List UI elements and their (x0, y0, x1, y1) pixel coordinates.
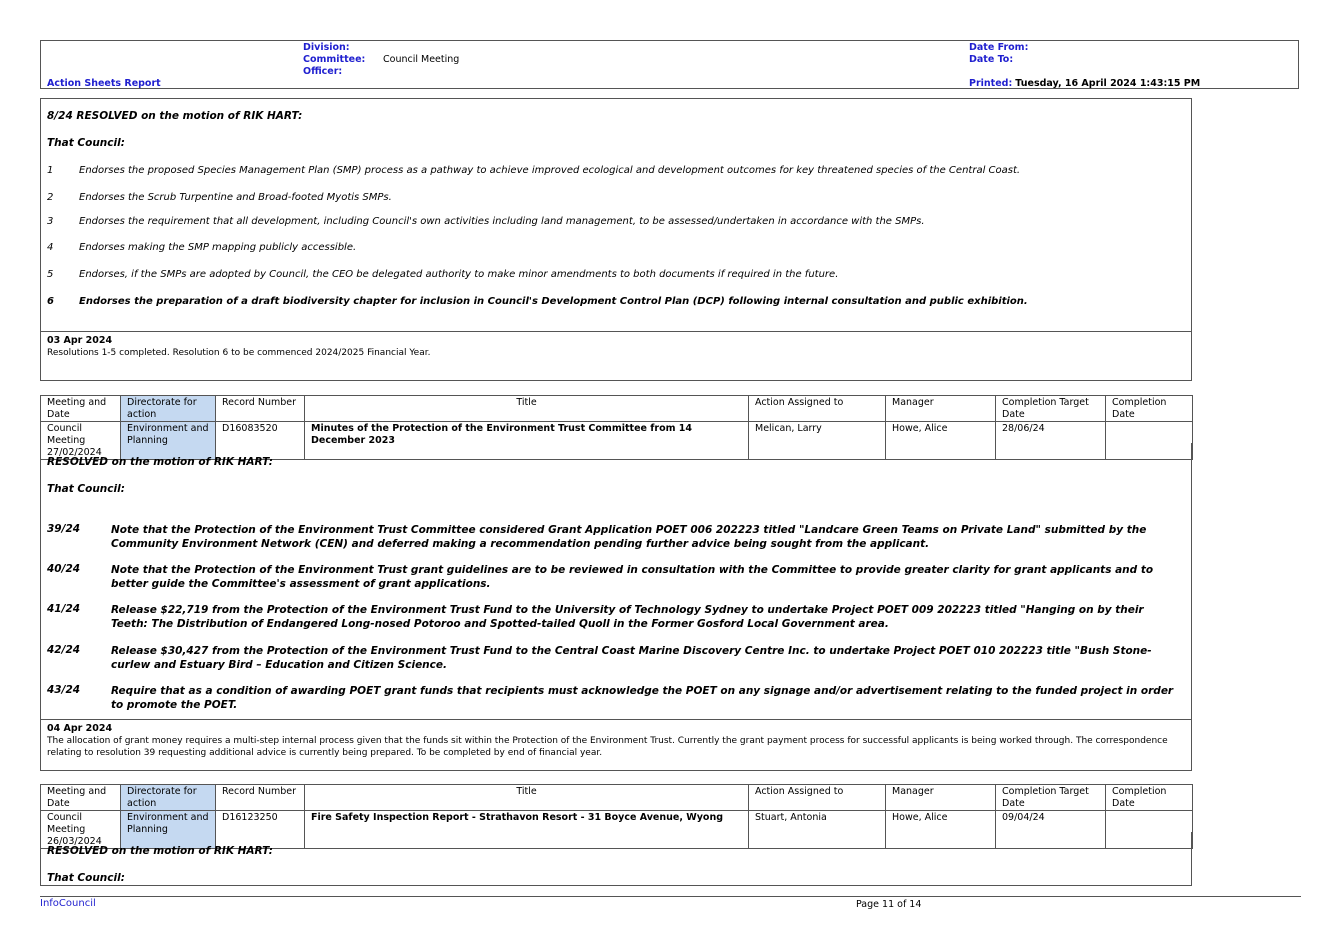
cell-title: Fire Safety Inspection Report - Strathavon Resort - 31 Boyce Avenue, Wyong (305, 811, 749, 849)
resolution-item: 42/24 Release $30,427 from the Protection of the Environment Trust Fund to the Central Coast Marine Discovery Centre Inc. to undertake Project POET 010 202223 title "Bush Stone-curlew and Estuary Bird – Education and Citizen Science. (47, 644, 1152, 671)
printed-label: Printed: (969, 78, 1013, 89)
header-target: Completion Target Date (996, 785, 1106, 811)
division-label: Division: (303, 42, 350, 53)
footer-divider (40, 896, 1301, 897)
printed-line (969, 78, 1200, 90)
that-council-heading: That Council: (47, 137, 125, 149)
cell-target: 09/04/24 (996, 811, 1106, 849)
resolution-item: 41/24 Release $22,719 from the Protection of the Environment Trust Fund to the University of Technology Sydney to undertake Project POET 009 202223 titled "Hanging on by their Teeth: The Distribution of Endangered Long-nosed Potoroo and Spotted-tailed Quoll in the Former Gosford Local Government area. (47, 603, 1144, 630)
table-header-row (41, 396, 1193, 422)
resolution-item: 40/24 Note that the Protection of the Environment Trust grant guidelines are to be reviewed in consultation with the Committee to provide greater clarity for grant applicants and to better guide the Committee's assessment of grant applications. (47, 563, 1154, 590)
officer-label: Officer: (303, 66, 343, 77)
infocouncil-link[interactable]: InfoCouncil (40, 898, 96, 909)
note-text: Resolutions 1-5 completed. Resolution 6 to be commenced 2024/2025 Financial Year. (47, 348, 431, 358)
cell-meeting: Council Meeting 26/03/2024 (41, 811, 121, 849)
divider (41, 719, 1191, 720)
that-council-heading: That Council: (47, 872, 125, 884)
cell-record: D16083520 (216, 422, 305, 460)
cell-manager: Howe, Alice (886, 811, 996, 849)
resolution-item: 39/24 Note that the Protection of the Environment Trust Committee considered Grant Application POET 006 202223 titled "Landcare Green Teams on Private Land" submitted by the Community Environment Network (CEN) and deferred making a recommendation pending further advice being sought from the applicant. (47, 523, 1147, 550)
printed-value: Tuesday, 16 April 2024 1:43:15 PM (1015, 78, 1201, 89)
header-completion: Completion Date (1106, 396, 1193, 422)
committee-label: Committee: (303, 54, 366, 65)
report-title: Action Sheets Report (47, 78, 161, 89)
that-council-heading: That Council: (47, 483, 125, 495)
resolved-heading: RESOLVED on the motion of RIK HART: (47, 845, 273, 857)
note-date: 03 Apr 2024 (47, 335, 113, 346)
report-header (40, 40, 1299, 89)
header-meeting: Meeting and Date (41, 785, 121, 811)
cell-directorate: Environment and Planning (121, 811, 216, 849)
cell-meeting: Council Meeting 27/02/2024 (41, 422, 121, 460)
header-title: Title (305, 396, 749, 422)
header-assigned: Action Assigned to (749, 396, 886, 422)
header-completion: Completion Date (1106, 785, 1193, 811)
resolution-heading: 8/24 RESOLVED on the motion of RIK HART: (47, 110, 303, 122)
table-header-row (41, 785, 1193, 811)
page-number: Page 11 of 14 (856, 899, 922, 910)
resolution-item: 43/24 Require that as a condition of awarding POET grant funds that recipients must acknowledge the POET on any signage and/or advertisement relating to the funded project in order to promote the POET. (47, 684, 1174, 711)
date-to-label: Date To: (969, 54, 1014, 65)
cell-assigned: Stuart, Antonia (749, 811, 886, 849)
header-title: Title (305, 785, 749, 811)
cell-title: Minutes of the Protection of the Environment Trust Committee from 14 December 2023 (305, 422, 749, 460)
header-directorate: Directorate for action (121, 396, 216, 422)
action-1-details (40, 443, 1192, 771)
header-meeting: Meeting and Date (41, 396, 121, 422)
header-record: Record Number (216, 396, 305, 422)
header-target: Completion Target Date (996, 396, 1106, 422)
resolution-8-24-box: 8/24 RESOLVED on the motion of RIK HART: That Council: 1 Endorses the proposed Species Management Plan (SMP) process as a pathway to achieve improved ecological and development outcomes for key threatened species of the Central Coast. 2 Endorses the Scrub Turpentine and Broad-footed Myotis SMPs. 3 Endorses the requirement that all development, including Council's own activities including land management, to be assessed/undertaken in accordance with the SMPs. 4 Endorses making the SMP mapping publicly accessible. 5 Endorses, if the SMPs are adopted by Council, the CEO be delegated authority to make minor amendments to both documents if required in the future. 6 Endorses the preparation of a draft biodiversity chapter for inclusion in Council's Development Control Plan (DCP) following internal consultation and public exhibition. 03 Apr 2024 Resolutions 1-5 completed. Resolution 6 to be commenced 2024/2025 Financial Year. (40, 98, 1192, 381)
resolved-heading: RESOLVED on the motion of RIK HART: (47, 456, 273, 468)
note-date: 04 Apr 2024 (47, 723, 113, 734)
cell-manager: Howe, Alice (886, 422, 996, 460)
divider (41, 331, 1191, 332)
cell-directorate: Environment and Planning (121, 422, 216, 460)
date-from-label: Date From: (969, 42, 1029, 53)
cell-record: D16123250 (216, 811, 305, 849)
note-text: The allocation of grant money requires a multi-step internal process given that the funds sit within the Protection of the Environment Trust. Currently the grant payment process for successful applicants is being worked through. The correspondence relating to resolution 39 requesting additional advice is currently being prepared. To be completed by end of financial year. (47, 736, 1168, 758)
header-record: Record Number (216, 785, 305, 811)
header-manager: Manager (886, 396, 996, 422)
header-manager: Manager (886, 785, 996, 811)
cell-target: 28/06/24 (996, 422, 1106, 460)
committee-value: Council Meeting (383, 54, 460, 65)
header-assigned: Action Assigned to (749, 785, 886, 811)
cell-assigned: Melican, Larry (749, 422, 886, 460)
header-directorate: Directorate for action (121, 785, 216, 811)
action-2-details (40, 832, 1192, 886)
